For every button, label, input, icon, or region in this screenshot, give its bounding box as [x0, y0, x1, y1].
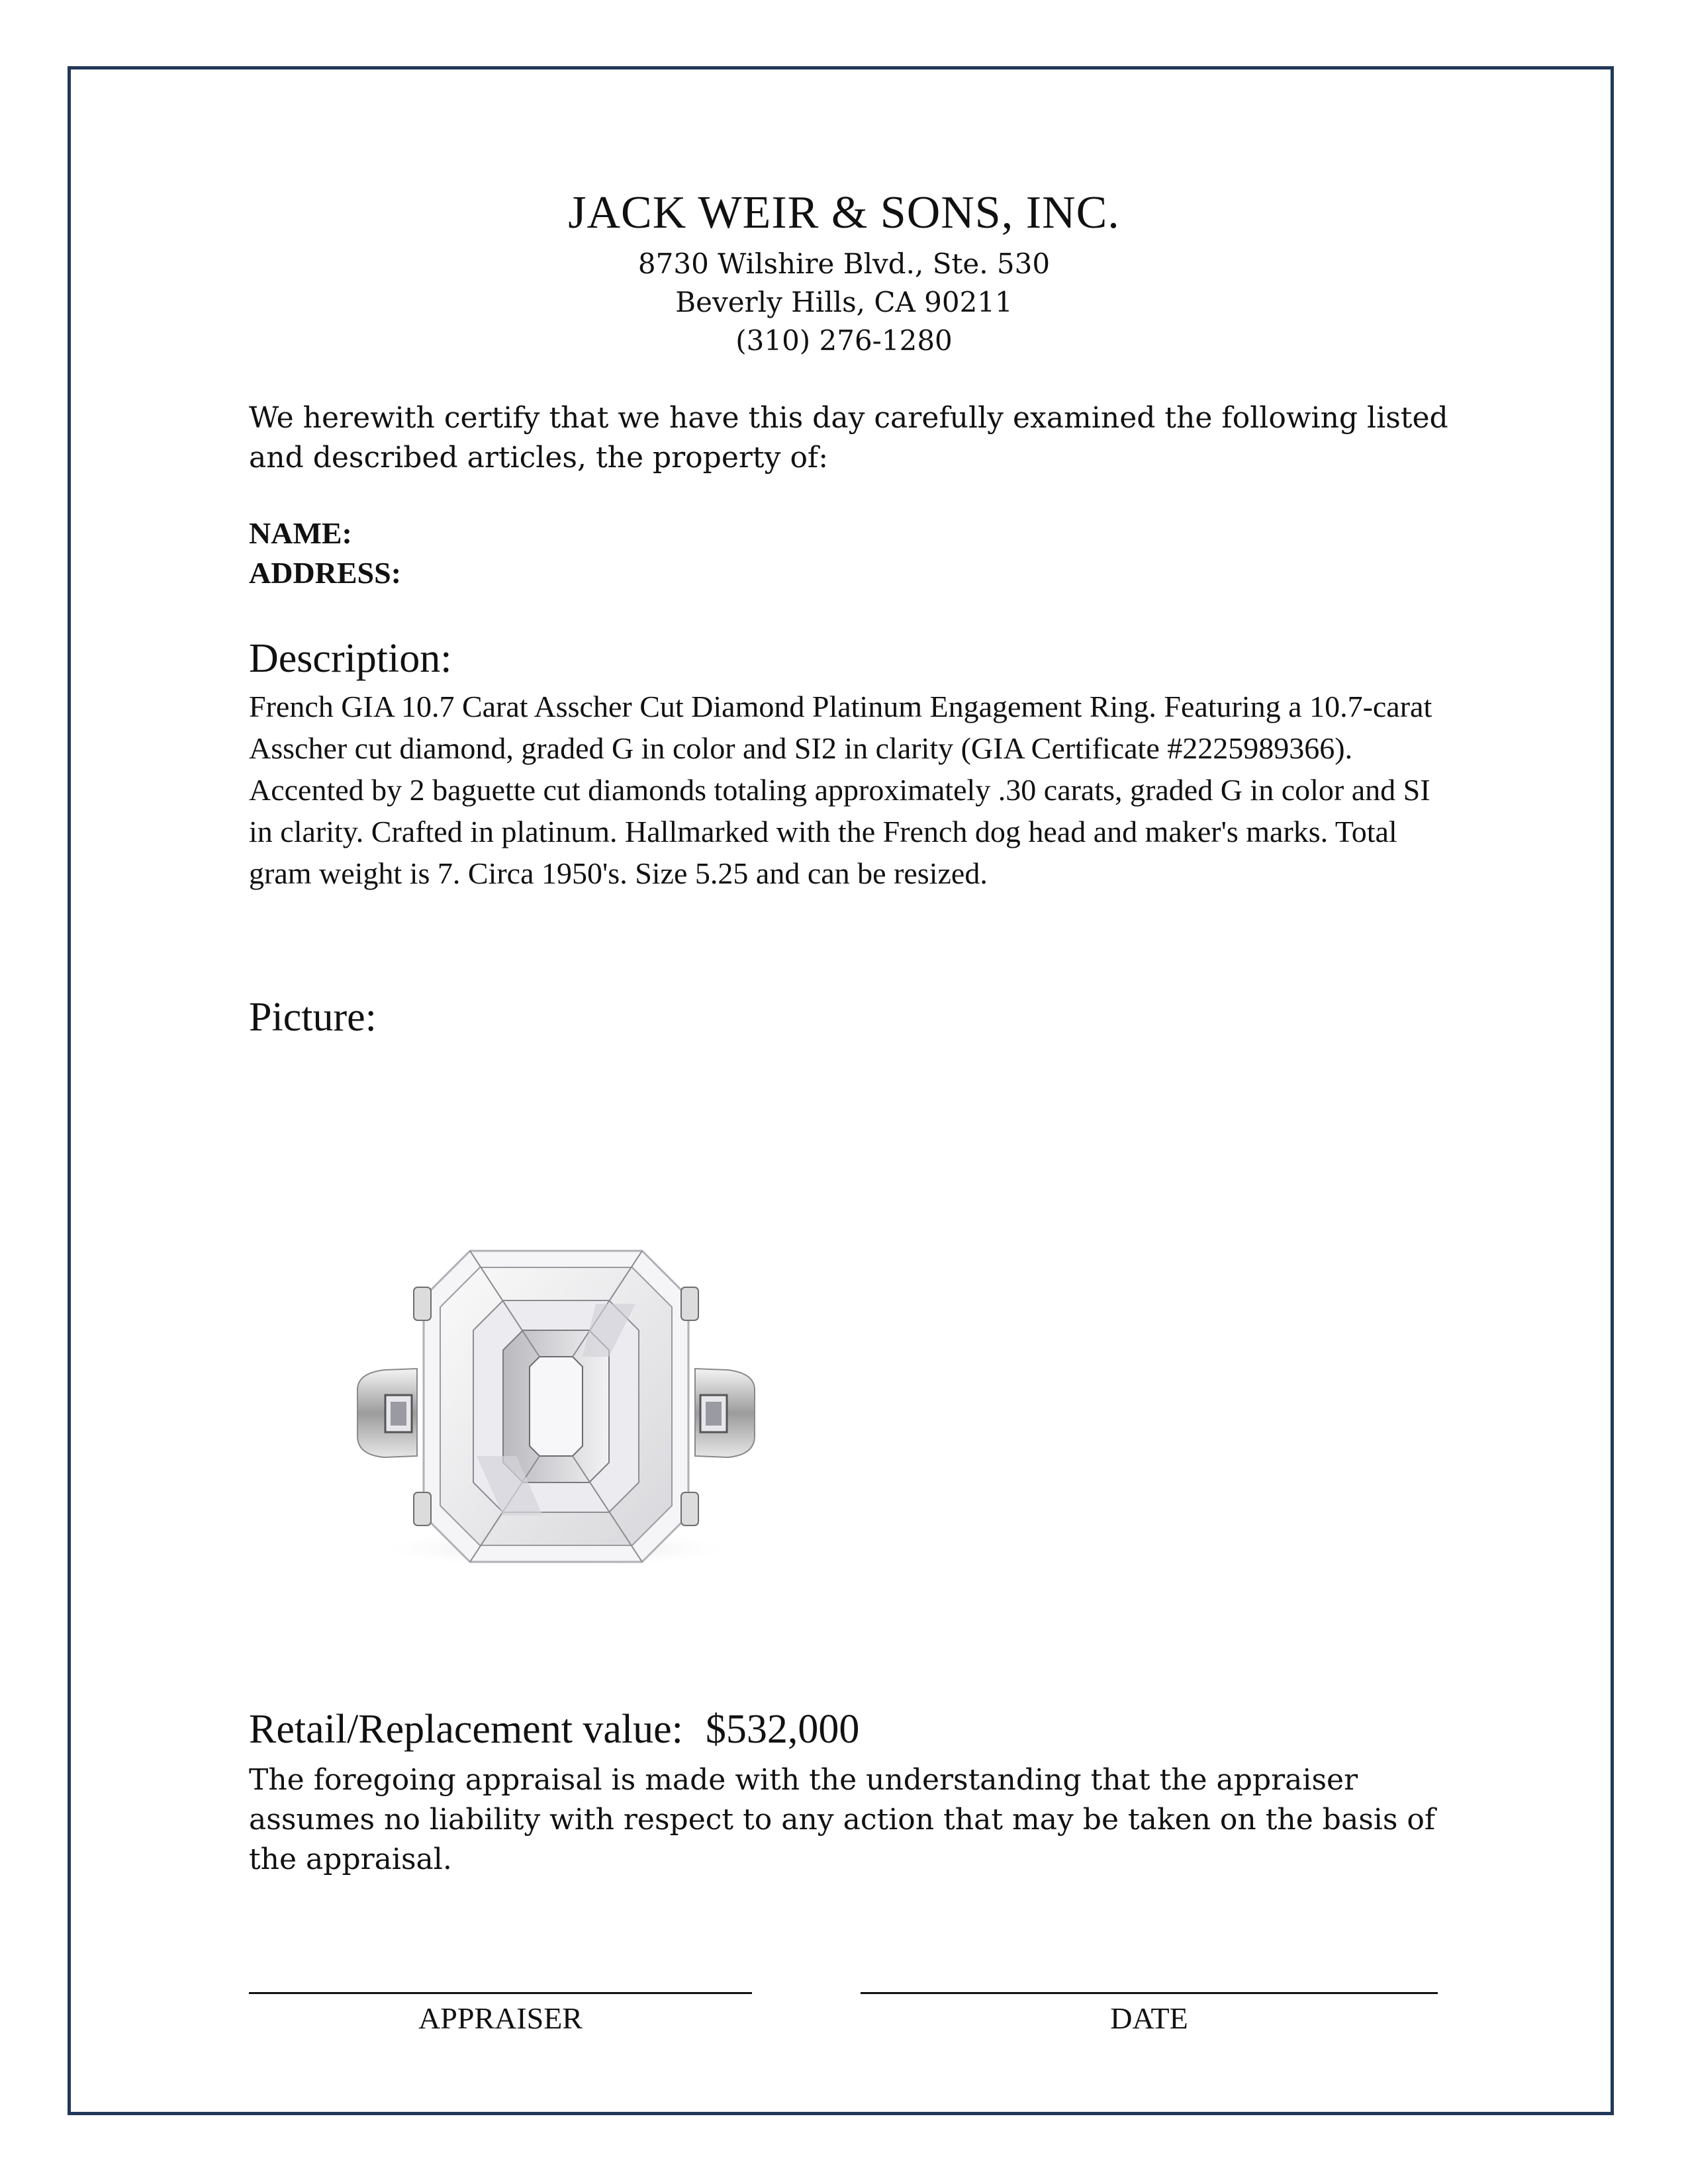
- owner-name-label: NAME:: [249, 516, 352, 550]
- certification-statement: We herewith certify that we have this day carefully examined the following listed and described articles, the property of:: [249, 401, 1448, 475]
- company-address-line1: 8730 Wilshire Blvd., Ste. 530: [637, 248, 1051, 280]
- retail-value-label: Retail/Replacement value:: [249, 1707, 683, 1752]
- owner-address-label: ADDRESS:: [249, 556, 402, 590]
- appraiser-signature-line: [249, 1992, 752, 1994]
- description-heading: Description:: [249, 636, 452, 681]
- diamond-ring-icon: [344, 1238, 768, 1582]
- company-address-line2: Beverly Hills, CA 90211: [675, 286, 1013, 318]
- date-label: DATE: [1110, 2001, 1188, 2035]
- retail-value-line: [249, 1705, 1467, 1754]
- appraiser-label: APPRAISER: [418, 2001, 583, 2035]
- date-signature-line: [861, 1992, 1438, 1994]
- ring-photo: [344, 1238, 768, 1582]
- picture-heading: Picture:: [249, 995, 377, 1040]
- description-text: French GIA 10.7 Carat Asscher Cut Diamond Platinum Engagement Ring. Featuring a 10.7-carat Asscher cut diamond, graded G in color and SI2 in clarity (GIA Certificate #2225989366). Accented by 2 baguette cut diamonds totaling approximately .30 carats, graded G in color and SI in clarity. Crafted in platinum. Hallmarked with the French dog head and maker's marks. Total gram weight is 7. Circa 1950's. Size 5.25 and can be resized.: [249, 690, 1432, 890]
- retail-value-amount: $532,000: [705, 1707, 860, 1752]
- liability-disclaimer: The foregoing appraisal is made with the understanding that the appraiser assumes no liability with respect to any action that may be taken on the basis of the appraisal.: [249, 1763, 1436, 1876]
- company-name: JACK WEIR & SONS, INC.: [568, 187, 1120, 238]
- company-phone: (310) 276-1280: [735, 324, 953, 357]
